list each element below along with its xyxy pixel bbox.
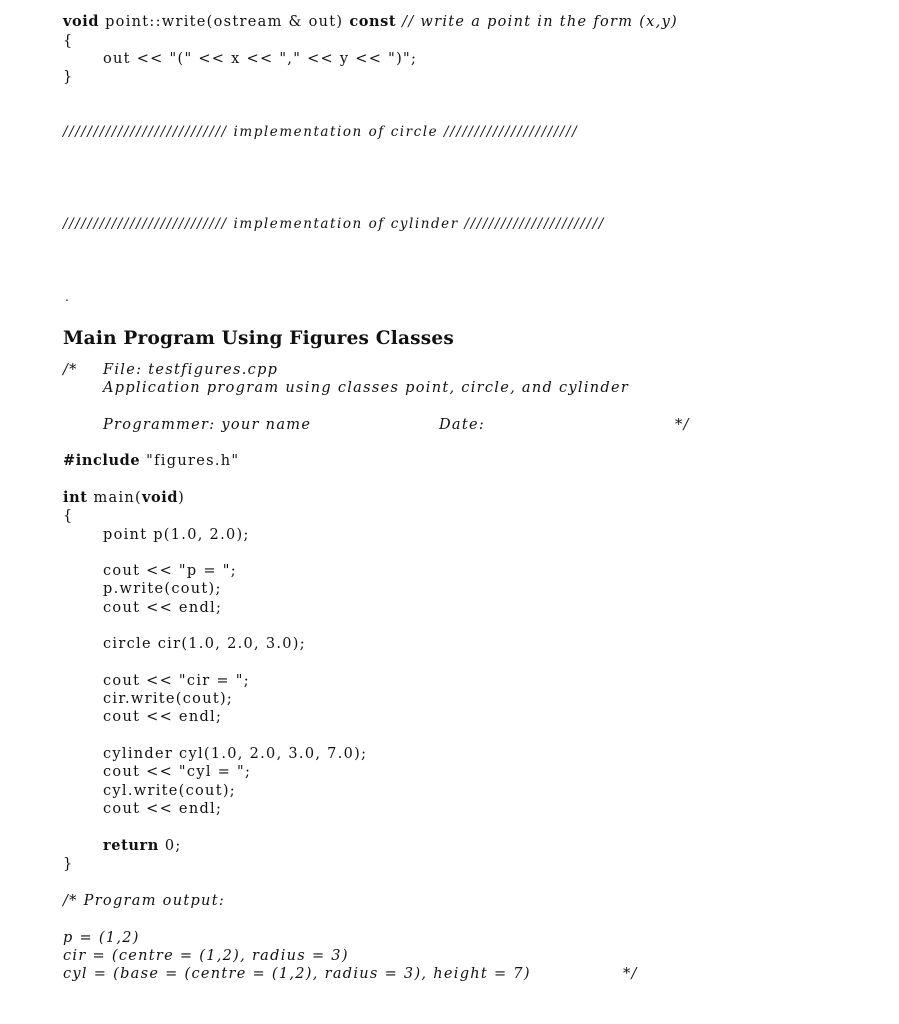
output-line: p = (1,2) bbox=[63, 930, 140, 946]
main-signature-line bbox=[63, 489, 185, 507]
code-line: cout << endl; bbox=[103, 600, 223, 616]
code-line: cout << endl; bbox=[103, 801, 223, 817]
code-line: cout << "p = "; bbox=[103, 563, 237, 579]
include-line bbox=[63, 452, 239, 470]
stray-dot: . bbox=[65, 290, 69, 304]
keyword-return: return bbox=[103, 837, 159, 854]
output-line: cir = (centre = (1,2), radius = 3) bbox=[63, 948, 349, 964]
section-heading: Main Program Using Figures Classes bbox=[63, 328, 454, 349]
file-comment-programmer: Programmer: your name bbox=[103, 417, 312, 433]
main-paren-close: ) bbox=[178, 490, 186, 506]
return-value: 0; bbox=[164, 838, 182, 854]
output-line: cyl = (base = (centre = (1,2), radius = 3), height = 7) bbox=[63, 966, 531, 982]
write-body: out << "(" << x << "," << y << ")"; bbox=[103, 51, 418, 67]
write-open-brace: { bbox=[63, 33, 74, 49]
write-comment: // write a point in the form (x,y) bbox=[402, 14, 679, 30]
file-comment-app: Application program using classes point, circle, and cylinder bbox=[103, 380, 630, 396]
return-line bbox=[103, 837, 182, 855]
separator-circle: /////////////////////////// implementation of circle ////////////////////// bbox=[63, 124, 579, 140]
code-line: cyl.write(cout); bbox=[103, 783, 236, 799]
write-signature-line bbox=[63, 13, 678, 31]
keyword-const: const bbox=[349, 13, 397, 30]
keyword-void: void bbox=[63, 13, 100, 30]
separator-cylinder: /////////////////////////// implementation of cylinder /////////////////////// bbox=[63, 216, 605, 232]
file-comment-close: */ bbox=[675, 417, 690, 433]
output-comment-header: /* Program output: bbox=[63, 893, 226, 909]
code-line: point p(1.0, 2.0); bbox=[103, 527, 250, 543]
main-name: main( bbox=[93, 490, 143, 506]
write-signature: point::write(ostream & out) bbox=[105, 14, 344, 30]
file-comment-open: /* bbox=[63, 362, 78, 378]
code-line: cylinder cyl(1.0, 2.0, 3.0, 7.0); bbox=[103, 746, 368, 762]
write-close-brace: } bbox=[63, 69, 74, 85]
main-close-brace: } bbox=[63, 856, 74, 872]
code-line: cout << "cir = "; bbox=[103, 673, 250, 689]
keyword-void: void bbox=[142, 489, 179, 506]
code-line: circle cir(1.0, 2.0, 3.0); bbox=[103, 636, 306, 652]
keyword-int: int bbox=[63, 489, 88, 506]
code-line: cir.write(cout); bbox=[103, 691, 234, 707]
code-line: cout << endl; bbox=[103, 709, 223, 725]
file-comment-date: Date: bbox=[439, 417, 486, 433]
file-comment-file: File: testfigures.cpp bbox=[103, 362, 279, 378]
include-file: "figures.h" bbox=[146, 453, 240, 469]
output-comment-close: */ bbox=[623, 966, 638, 982]
keyword-include: #include bbox=[63, 452, 141, 469]
main-open-brace: { bbox=[63, 508, 74, 524]
code-line: p.write(cout); bbox=[103, 581, 222, 597]
code-line: cout << "cyl = "; bbox=[103, 764, 252, 780]
